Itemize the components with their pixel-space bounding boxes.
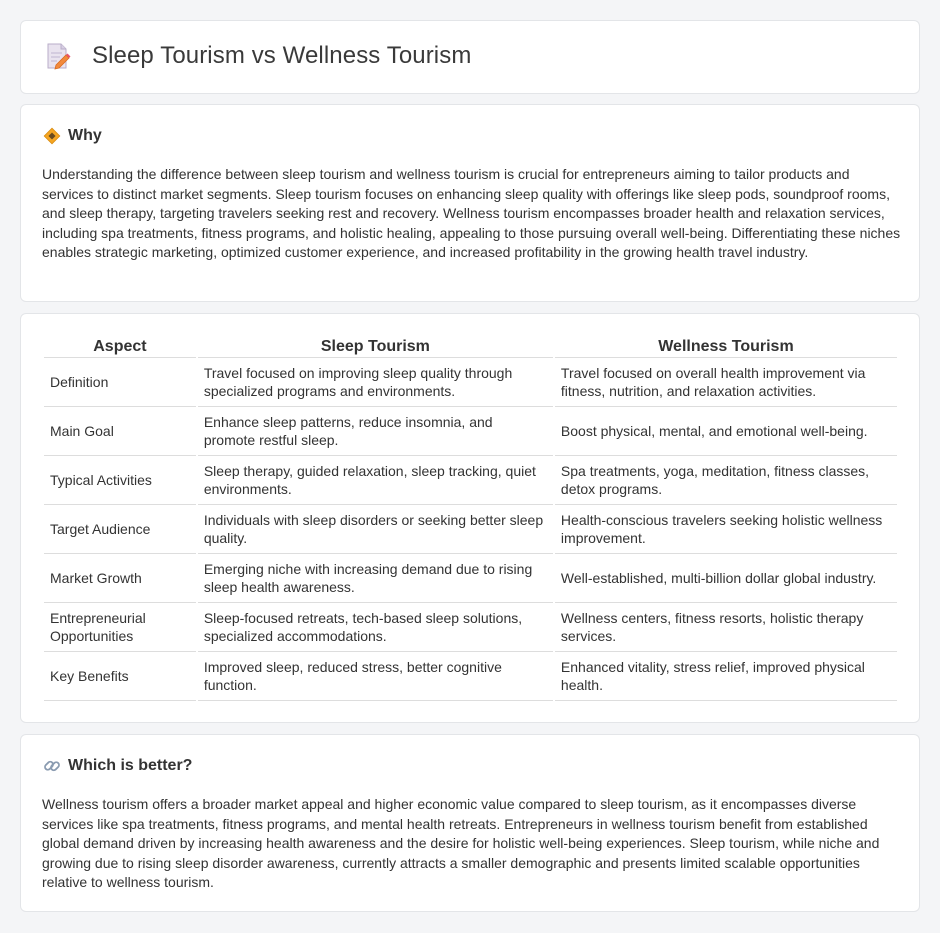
row-sleep: Improved sleep, reduced stress, better cognitive function. (198, 652, 553, 701)
better-heading (43, 757, 192, 775)
document-pencil-icon (45, 41, 71, 71)
why-title: Why (68, 127, 102, 144)
comparison-table (42, 336, 899, 701)
header-wellness-tourism: Wellness Tourism (555, 336, 897, 358)
why-text: Understanding the difference between sleep tourism and wellness tourism is crucial for entrepreneurs aiming to tailor products and services to distinct market segments. Sleep tourism focuses on enhancing sleep quality with offerings like sleep pods, soundproof rooms, and sleep therapy, targeting travelers seeking rest and recovery. Wellness tourism encompasses broader health and relaxation services, including spa treatments, fitness programs, and holistic healing, appealing to those pursuing overall well-being. Differentiating these niches enables strategic marketing, optimized customer experience, and increased profitability in the growing health travel industry. (42, 166, 901, 260)
row-wellness: Travel focused on overall health improvement via fitness, nutrition, and relaxation activities. (555, 358, 897, 407)
row-sleep: Emerging niche with increasing demand due to rising sleep health awareness. (198, 554, 553, 603)
row-sleep: Individuals with sleep disorders or seeking better sleep quality. (198, 505, 553, 554)
row-sleep: Travel focused on improving sleep quality through specialized programs and environments. (198, 358, 553, 407)
row-wellness: Boost physical, mental, and emotional well-being. (555, 407, 897, 456)
better-text: Wellness tourism offers a broader market appeal and higher economic value compared to sleep tourism, as it encompasses diverse services like spa treatments, fitness programs, and mental health retreats. Entrepreneurs in wellness tourism benefit from established global demand driven by increasing health awareness and the desire for holistic well-being experiences. Sleep tourism, while niche and growing due to rising sleep disorder awareness, currently attracts a smaller demographic and presents limited scalable opportunities relative to wellness tourism. (42, 796, 880, 890)
row-wellness: Spa treatments, yoga, meditation, fitness classes, detox programs. (555, 456, 897, 505)
row-wellness: Wellness centers, fitness resorts, holistic therapy services. (555, 603, 897, 652)
table-row (44, 554, 897, 603)
title-row (45, 41, 471, 71)
table-row (44, 358, 897, 407)
title-card (20, 20, 920, 94)
row-wellness: Well-established, multi-billion dollar global industry. (555, 554, 897, 603)
row-sleep: Sleep-focused retreats, tech-based sleep solutions, specialized accommodations. (198, 603, 553, 652)
row-aspect: Market Growth (44, 554, 196, 603)
table-header-row (44, 336, 897, 358)
row-sleep: Enhance sleep patterns, reduce insomnia, and promote restful sleep. (198, 407, 553, 456)
table-row (44, 652, 897, 701)
header-sleep-tourism: Sleep Tourism (198, 336, 553, 358)
table-row (44, 505, 897, 554)
table-row (44, 407, 897, 456)
table-row (44, 603, 897, 652)
why-section (20, 104, 920, 302)
why-heading (43, 127, 102, 145)
link-icon (43, 757, 61, 775)
row-wellness: Health-conscious travelers seeking holistic wellness improvement. (555, 505, 897, 554)
better-title: Which is better? (68, 757, 193, 774)
row-aspect: Target Audience (44, 505, 196, 554)
header-aspect: Aspect (44, 336, 196, 358)
page-title: Sleep Tourism vs Wellness Tourism (92, 42, 472, 69)
row-sleep: Sleep therapy, guided relaxation, sleep tracking, quiet environments. (198, 456, 553, 505)
row-aspect: Definition (44, 358, 196, 407)
row-aspect: Typical Activities (44, 456, 196, 505)
table-row (44, 456, 897, 505)
which-is-better-section (20, 734, 920, 912)
comparison-section (20, 313, 920, 723)
row-aspect: Entrepreneurial Opportunities (44, 603, 196, 652)
row-aspect: Main Goal (44, 407, 196, 456)
row-aspect: Key Benefits (44, 652, 196, 701)
row-wellness: Enhanced vitality, stress relief, improved physical health. (555, 652, 897, 701)
diamond-icon (43, 127, 61, 145)
